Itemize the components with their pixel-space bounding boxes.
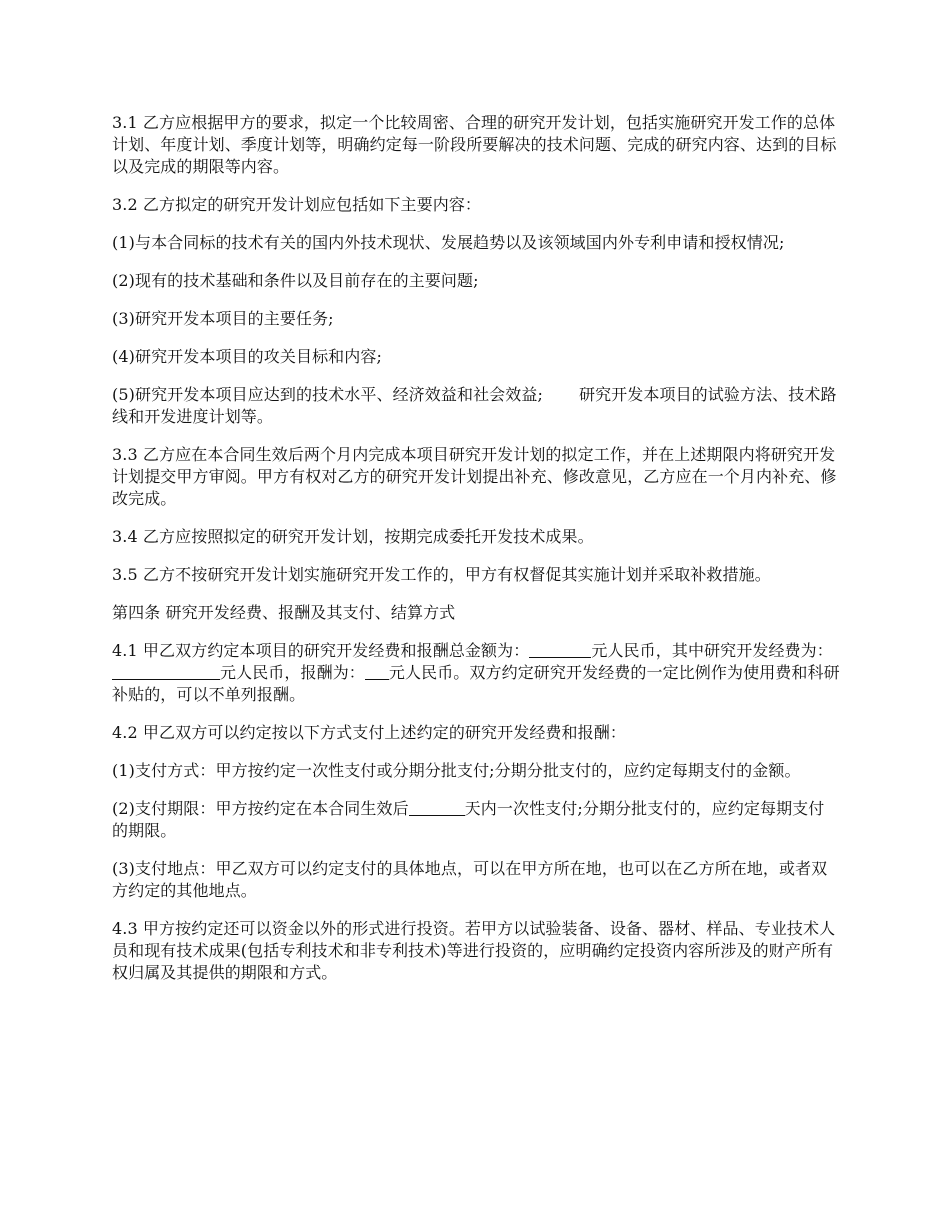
clause-3-4: 3.4 乙方应按照拟定的研究开发计划，按期完成委托开发技术成果。	[112, 527, 594, 546]
clause-4-1-part-c: 元人民币，报酬为：	[220, 663, 365, 682]
plan-item-2: (2)现有的技术基础和条件以及目前存在的主要问题;	[112, 271, 479, 290]
plan-item-3: (3)研究开发本项目的主要任务;	[112, 309, 334, 328]
clause-3-3: 3.3 乙方应在本合同生效后两个月内完成本项目研究开发计划的拟定工作，并在上述期限内将研究开发计划提交甲方审阅。甲方有权对乙方的研究开发计划提出补充、修改意见，乙方应在一个月内补充、修改完成。	[112, 445, 837, 508]
payment-item-2-part-a: (2)支付期限：甲方按约定在本合同生效后	[112, 799, 409, 818]
plan-item-1: (1)与本合同标的技术有关的国内外技术现状、发展趋势以及该领域国内外专利申请和授权情况;	[112, 233, 785, 252]
clause-4-2: 4.2 甲乙双方可以约定按以下方式支付上述约定的研究开发经费和报酬：	[112, 723, 626, 742]
total-amount-blank	[529, 641, 591, 658]
clause-4-1	[112, 640, 840, 706]
clause-4-1-part-a: 4.1 甲乙双方约定本项目的研究开发经费和报酬总金额为：	[112, 641, 530, 660]
clause-4-3: 4.3 甲方按约定还可以资金以外的形式进行投资。若甲方以试验装备、设备、器材、样品、专业技术人员和现有技术成果(包括专利技术和非专利技术)等进行投资的，应明确约定投资内容所涉及的财产所有权归属及其提供的期限和方式。	[112, 919, 836, 982]
payment-days-blank	[409, 799, 465, 816]
payment-item-3: (3)支付地点：甲乙双方可以约定支付的具体地点，可以在甲方所在地，也可以在乙方所在地，或者双方约定的其他地点。	[112, 859, 828, 900]
plan-item-5-part-a: (5)研究开发本项目应达到的技术水平、经济效益和社会效益;	[112, 385, 543, 404]
plan-item-5	[112, 384, 840, 428]
clause-4-1-part-b: 元人民币，其中研究开发经费为：	[591, 641, 833, 660]
clause-4-1-part-d: 元人民币。双方约定研究开发经费的一定比例作为使用费和科研补贴的，可以不单列报酬。	[112, 663, 840, 704]
clause-3-5: 3.5 乙方不按研究开发计划实施研究开发工作的，甲方有权督促其实施计划并采取补救措施。	[112, 565, 771, 584]
payment-item-2-part-b: 天内一次性支付;分期分批支付的，应约定每期支付的期限。	[112, 799, 825, 840]
payment-item-2	[112, 798, 840, 842]
clause-3-1: 3.1 乙方应根据甲方的要求，拟定一个比较周密、合理的研究开发计划，包括实施研究开发工作的总体计划、年度计划、季度计划等，明确约定每一阶段所要解决的技术问题、完成的研究内容、达到的目标以及完成的期限等内容。	[112, 113, 837, 176]
plan-item-4: (4)研究开发本项目的攻关目标和内容;	[112, 347, 382, 366]
research-fund-blank	[112, 663, 220, 680]
plan-item-5-part-b: 研究开发本项目的试验方法、技术路线和开发进度计划等。	[112, 385, 837, 426]
clause-3-2: 3.2 乙方拟定的研究开发计划应包括如下主要内容：	[112, 195, 482, 214]
remuneration-blank	[365, 663, 389, 680]
payment-item-1: (1)支付方式：甲方按约定一次性支付或分期分批支付;分期分批支付的，应约定每期支付的金额。	[112, 761, 801, 780]
article-4-heading: 第四条 研究开发经费、报酬及其支付、结算方式	[112, 603, 456, 622]
